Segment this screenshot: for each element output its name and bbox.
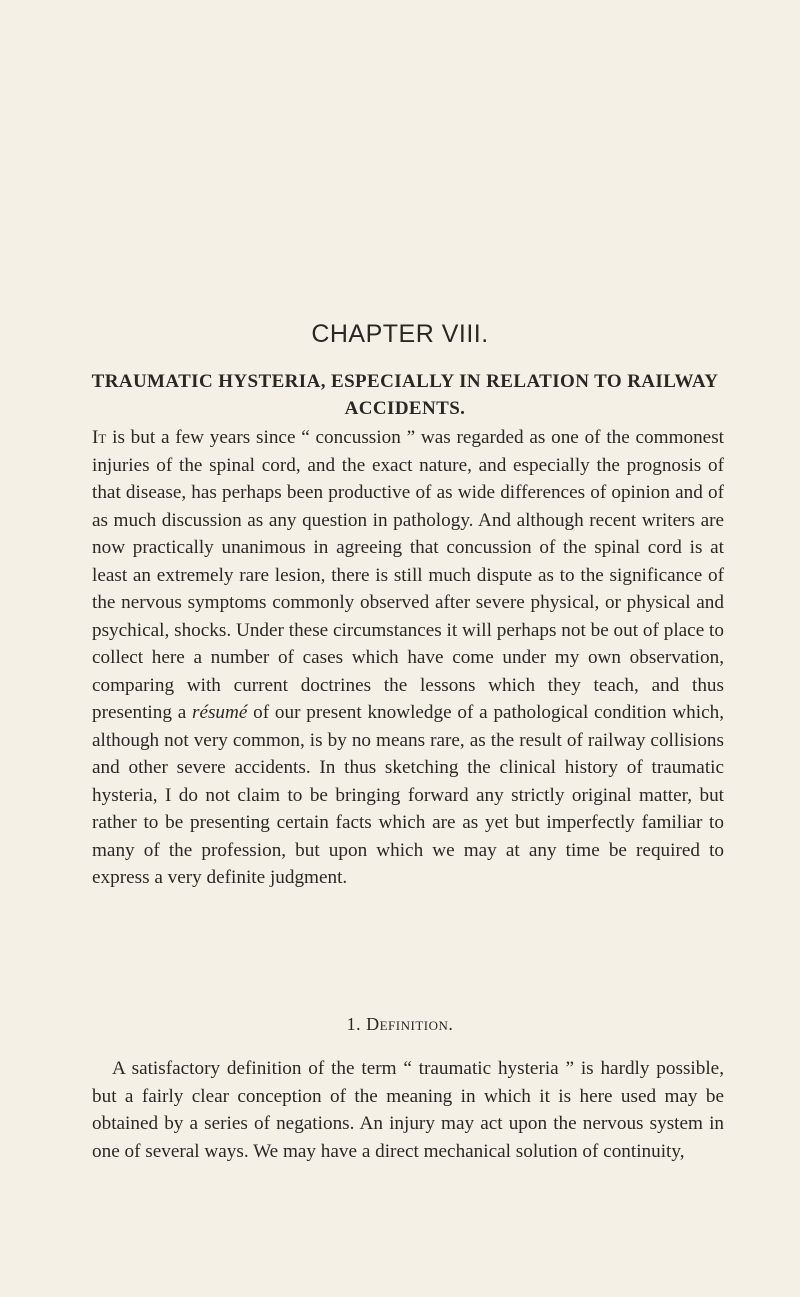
section-heading bbox=[0, 1014, 800, 1035]
paragraph-first-word: It bbox=[92, 427, 107, 448]
paragraph-text-part-a: is but a few years since “ concussion ” was regarded as one of the commonest injuries of the spinal cord, and the exact nature, and especially the prognosis of that disease, has perhaps been productive of as wide differences of opinion and of as much discussion as any question in pathology. And although recent writers are now practically unanimous in agreeing that concussion of the spinal cord is at least an extremely rare lesion, there is still much dispute as to the significance of the nervous symptoms commonly observed after severe physical, or physical and psychical, shocks. Under these circumstances it will perhaps not be out of place to collect here a number of cases which have come under my own observation, comparing with current doctrines the lessons which they teach, and thus presenting a bbox=[92, 427, 724, 723]
paragraph-intro bbox=[92, 424, 724, 892]
italic-word-resume: résumé bbox=[191, 702, 248, 723]
chapter-title: CHAPTER VIII. bbox=[311, 320, 489, 348]
section-number: 1. bbox=[346, 1014, 362, 1034]
chapter-subtitle: TRAUMATIC HYSTERIA, ESPECIALLY IN RELATION TO RAILWAY ACCIDENTS. bbox=[91, 371, 719, 419]
paragraph-definition: A satisfactory definition of the term “ traumatic hysteria ” is hardly possible, but a fairly clear conception of the meaning in which it is here used may be obtained by a series of negations. An injury may act upon the nervous system in one of several ways. We may have a direct mechanical solution of continuity, bbox=[92, 1058, 724, 1162]
paragraph-text-part-b: of our present knowledge of a pathological condition which, although not very common, is by no means rare, as the result of railway collisions and other severe accidents. In thus sketching the clinical history of traumatic hysteria, I do not claim to be bringing forward any strictly original matter, but rather to be presenting certain facts which are as yet but imperfectly familiar to many of the profession, but upon which we may at any time be required to express a very definite judgment. bbox=[92, 702, 724, 888]
section-title: Definition. bbox=[366, 1014, 454, 1034]
